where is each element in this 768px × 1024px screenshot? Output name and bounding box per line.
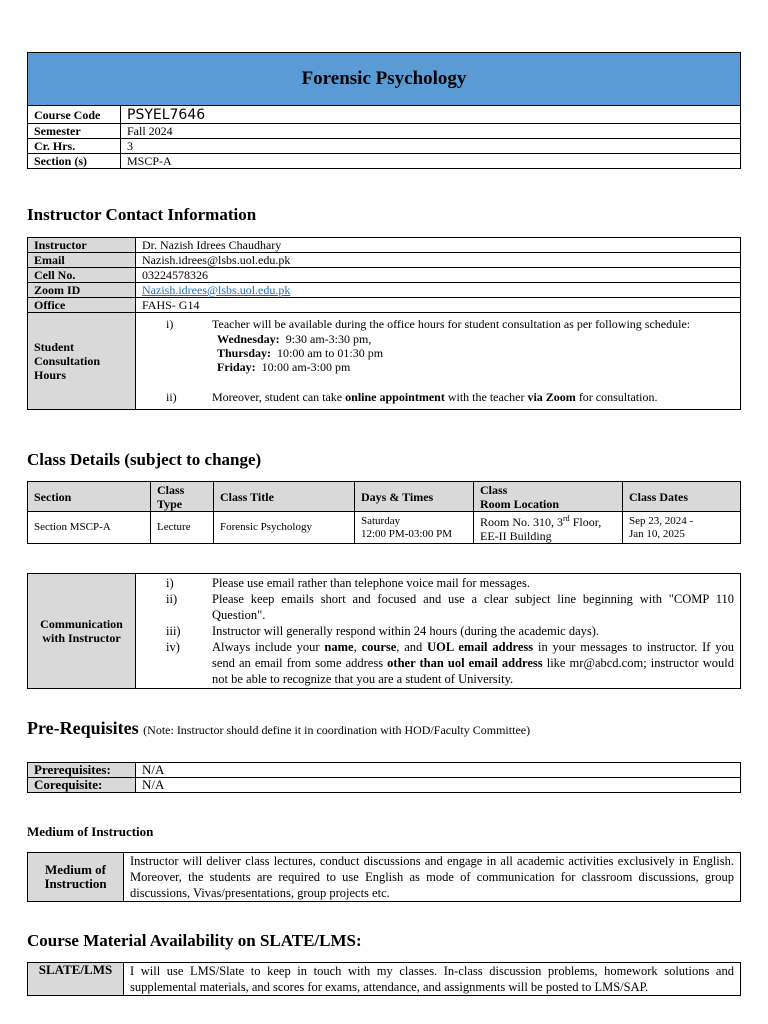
consultation-label: Student Consultation Hours [28, 313, 136, 410]
semester-value: Fall 2024 [121, 124, 741, 139]
office-value: FAHS- G14 [136, 298, 741, 313]
semester-label: Semester [28, 124, 121, 139]
zoom-id-link[interactable]: Nazish.idrees@lsbs.uol.edu.pk [142, 283, 291, 297]
prereq-heading: Pre-Requisites (Note: Instructor should define it in coordination with HOD/Faculty Committee) [27, 718, 531, 738]
corequisite-label: Corequisite: [28, 778, 136, 793]
consultation-item-2: ii) Moreover, student can take online appointment with the teacher via Zoom for consultation. [166, 390, 658, 404]
schedule-wednesday: Wednesday: 9:30 am-3:30 pm, [217, 332, 372, 346]
list-number: i) [166, 317, 174, 331]
col-header-section: Section [28, 482, 151, 512]
cell-room: Room No. 310, 3rd Floor, EE-II Building [474, 512, 623, 544]
zoom-label: Zoom ID [28, 283, 136, 298]
list-item: ii) Please keep emails short and focused and use a clear subject line beginning with "COMP 110 Question". [166, 592, 734, 622]
communication-cell [136, 574, 741, 689]
course-info-table [27, 52, 741, 169]
list-item: iv) Always include your name, course, and UOL email address in your messages to instructor. If you send an email from some address other than uol email address like mr@abcd.com; instructor would not be able to recognize that you are a student of University. [166, 640, 734, 686]
cell-dates: Sep 23, 2024 - Jan 10, 2025 [623, 512, 741, 544]
instructor-heading: Instructor Contact Information [27, 205, 257, 224]
section-label: Section (s) [28, 154, 121, 169]
class-details-table [27, 481, 741, 544]
col-header-type: Class Type [151, 482, 214, 512]
col-header-days: Days & Times [355, 482, 474, 512]
office-label: Office [28, 298, 136, 313]
material-heading: Course Material Availability on SLATE/LMS: [27, 931, 362, 950]
instructor-name: Dr. Nazish Idrees Chaudhary [136, 238, 741, 253]
credit-hours-value: 3 [121, 139, 741, 154]
medium-heading: Medium of Instruction [27, 824, 154, 839]
schedule-friday: Friday: 10:00 am-3:00 pm [217, 360, 351, 374]
instructor-table [27, 237, 741, 410]
col-header-dates: Class Dates [623, 482, 741, 512]
slate-label: SLATE/LMS [28, 963, 124, 996]
material-text: I will use LMS/Slate to keep in touch with my classes. In-class discussion problems, homework solutions and supplemental materials, and scores for exams, attendance, and assignments will be posted to LMS/SAP. [124, 963, 741, 996]
cell-label: Cell No. [28, 268, 136, 283]
prerequisites-label: Prerequisites: [28, 763, 136, 778]
consultation-item-1 [142, 317, 734, 374]
list-item: iii) Instructor will generally respond within 24 hours (during the academic days). [166, 624, 600, 638]
course-title-band [28, 53, 741, 106]
consultation-cell [136, 313, 741, 410]
medium-label: Medium of Instruction [28, 853, 124, 902]
instructor-label: Instructor [28, 238, 136, 253]
material-table [27, 962, 741, 996]
communication-table [27, 573, 741, 689]
prereq-table [27, 762, 741, 793]
cell-title: Forensic Psychology [214, 512, 355, 544]
cell-type: Lecture [151, 512, 214, 544]
credit-hours-label: Cr. Hrs. [28, 139, 121, 154]
communication-label: Communication with Instructor [28, 574, 136, 689]
table-row [28, 512, 741, 544]
corequisite-value: N/A [136, 778, 741, 793]
email-label: Email [28, 253, 136, 268]
section-value: MSCP-A [121, 154, 741, 169]
col-header-title: Class Title [214, 482, 355, 512]
prereq-note: (Note: Instructor should define it in coordination with HOD/Faculty Committee) [143, 723, 531, 737]
medium-table [27, 852, 741, 902]
col-header-room: Class Room Location [474, 482, 623, 512]
consultation-text: Teacher will be available during the office hours for student consultation as per following schedule: [212, 317, 691, 331]
list-item: i) Please use email rather than telephone voice mail for messages. [166, 576, 530, 590]
list-number: ii) [166, 390, 177, 404]
cell-value: 03224578326 [136, 268, 741, 283]
cell-days: Saturday 12:00 PM-03:00 PM [355, 512, 474, 544]
cell-section: Section MSCP-A [28, 512, 151, 544]
course-code-value: PSYEL7646 [121, 106, 741, 124]
prerequisites-value: N/A [136, 763, 741, 778]
class-details-heading: Class Details (subject to change) [27, 450, 262, 469]
email-value: Nazish.idrees@lsbs.uol.edu.pk [136, 253, 741, 268]
course-code-label: Course Code [28, 106, 121, 124]
course-title: Forensic Psychology [301, 67, 467, 89]
medium-text: Instructor will deliver class lectures, conduct discussions and engage in all academic activities exclusively in English. Moreover, the students are required to use English as mode of communication for classroom discussions, group discussions, Vivas/presentations, group projects etc. [124, 853, 741, 902]
schedule-thursday: Thursday: 10:00 am to 01:30 pm [217, 346, 384, 360]
